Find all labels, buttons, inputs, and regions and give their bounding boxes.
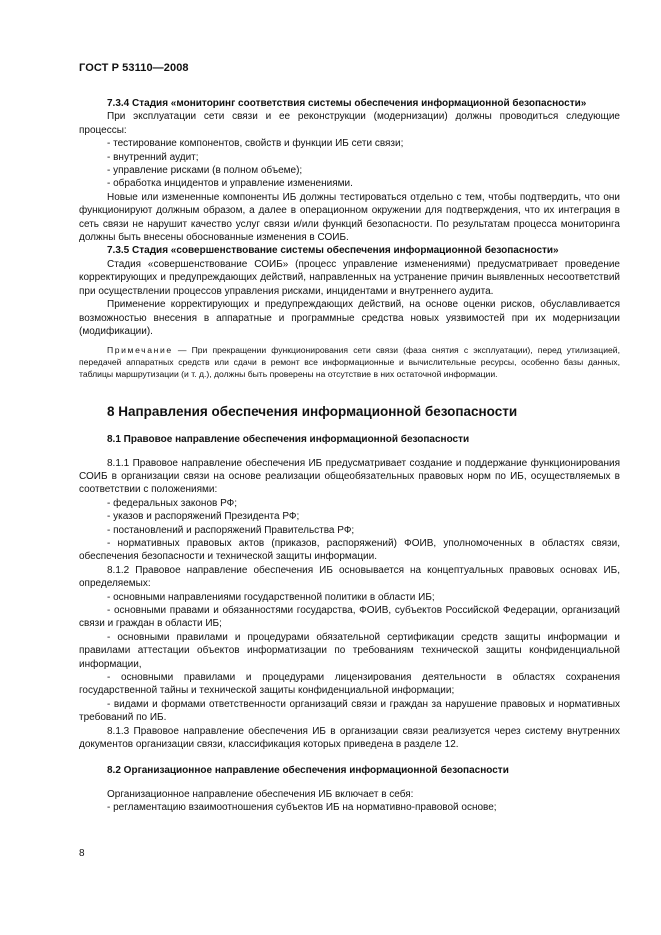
section-7-3-5-paragraph-2: Применение корректирующих и предупреждающих действий, на основе оценки рисков, обуславливается возможностью внесения в аппаратные и программные средства новых уязвимостей при их модернизации (модификации). [79, 299, 620, 337]
document-body [79, 93, 620, 815]
list-item: - управление рисками (в полном объеме); [107, 165, 303, 177]
document-header: ГОСТ Р 53110—2008 [79, 62, 189, 74]
clause-8-1-1: 8.1.1 Правовое направление обеспечения ИБ предусматривает создание и поддержание функционирования СОИБ в организации связи на основе реализации общеобязательных правовых норм по ИБ, осуществляемых в соответствии с положениями: [79, 457, 620, 496]
list-item: - указов и распоряжений Президента РФ; [107, 511, 300, 523]
note-label: Примечание [107, 345, 173, 356]
list-item: - основными правами и обязанностями государства, ФОИВ, субъектов Российской Федерации, организаций связи и граждан в области ИБ; [79, 604, 620, 630]
section-8-heading: 8 Направления обеспечения информационной безопасности [107, 404, 518, 420]
list-item: - федеральных законов РФ; [107, 497, 238, 509]
section-8-2-intro: Организационное направление обеспечения ИБ включает в себя: [107, 788, 414, 800]
list-item: - нормативных правовых актов (приказов, распоряжений) ФОИВ, уполномоченных в областях связи, обеспечения безопасности и технической защиты информации. [79, 537, 620, 563]
section-8-2-heading: 8.2 Организационное направление обеспечения информационной безопасности [107, 765, 509, 777]
clause-8-1-3: 8.1.3 Правовое направление обеспечения ИБ в организации связи реализуется через систему внутренних документов организации связи, классификация которых приведена в разделе 12. [79, 725, 620, 751]
list-item: - внутренний аудит; [107, 151, 199, 163]
list-item: - основными направлениями государственной политики в области ИБ; [107, 591, 435, 603]
list-item: - основными правилами и процедурами обязательной сертификации средств защиты информации и правилами аттестации объектов информатизации по требованиям технической защиты конфиденциальной информации, [79, 631, 620, 670]
section-7-3-5-heading: 7.3.5 Стадия «совершенствование системы обеспечения информационной безопасности» [107, 245, 559, 257]
section-7-3-4-intro: При эксплуатации сети связи и ее реконструкции (модернизации) должны проводиться следующие процессы: [79, 111, 620, 136]
list-item: - видами и формами ответственности организаций связи и граждан за нарушение правовых и нормативных требований по ИБ. [79, 698, 620, 724]
section-7-3-4-paragraph: Новые или измененные компоненты ИБ должны тестироваться отдельно с тем, чтобы подтвердить, что они функционируют должным образом, а далее в операционном окружении для подтверждения, что их интеграция в сеть связи не нарушит качество услуг связи и/или функций безопасности. По результатам процесса мониторинга должны быть внесены обоснованные изменения в СОИБ. [79, 191, 620, 244]
list-item: - регламентацию взаимоотношения субъектов ИБ на нормативно-правовой основе; [107, 802, 497, 814]
note-text: — При прекращении функционирования сети связи (фаза снятия с эксплуатации), перед утилизацией, передачей аппаратных средств или сдачи в ремонт все информационные и вычислительные ресурсы, особенно базы данных, таблицы маршрутизации (и т. д.), должны быть проверены на отсутствие в них остаточной информации. [79, 345, 620, 379]
list-item: - основными правилами и процедурами лицензирования деятельности в областях сохранения государственной тайны и технической защиты конфиденциальной информации; [79, 672, 620, 697]
clause-8-1-2: 8.1.2 Правовое направление обеспечения ИБ основывается на концептуальных правовых основах ИБ, определяемых: [79, 564, 620, 590]
list-item: - тестирование компонентов, свойств и функции ИБ сети связи; [107, 138, 404, 150]
section-8-1-heading: 8.1 Правовое направление обеспечения информационной безопасности [107, 434, 470, 446]
section-7-3-4-heading: 7.3.4 Стадия «мониторинг соответствия системы обеспечения информационной безопасности» [107, 98, 587, 109]
list-item: - постановлений и распоряжений Правительства РФ; [107, 524, 355, 536]
page-number: 8 [79, 848, 85, 859]
note [79, 345, 620, 380]
list-item: - обработка инцидентов и управление изменениями. [107, 178, 353, 190]
section-7-3-5-paragraph-1: Стадия «совершенствование СОИБ» (процесс управление изменениями) предусматривает проведение корректирующих и предупреждающих действий, направленных на устранение причин выявленных несоответствий при осуществлении процессов управления рисками, инцидентами и внутреннего аудита. [79, 258, 620, 297]
